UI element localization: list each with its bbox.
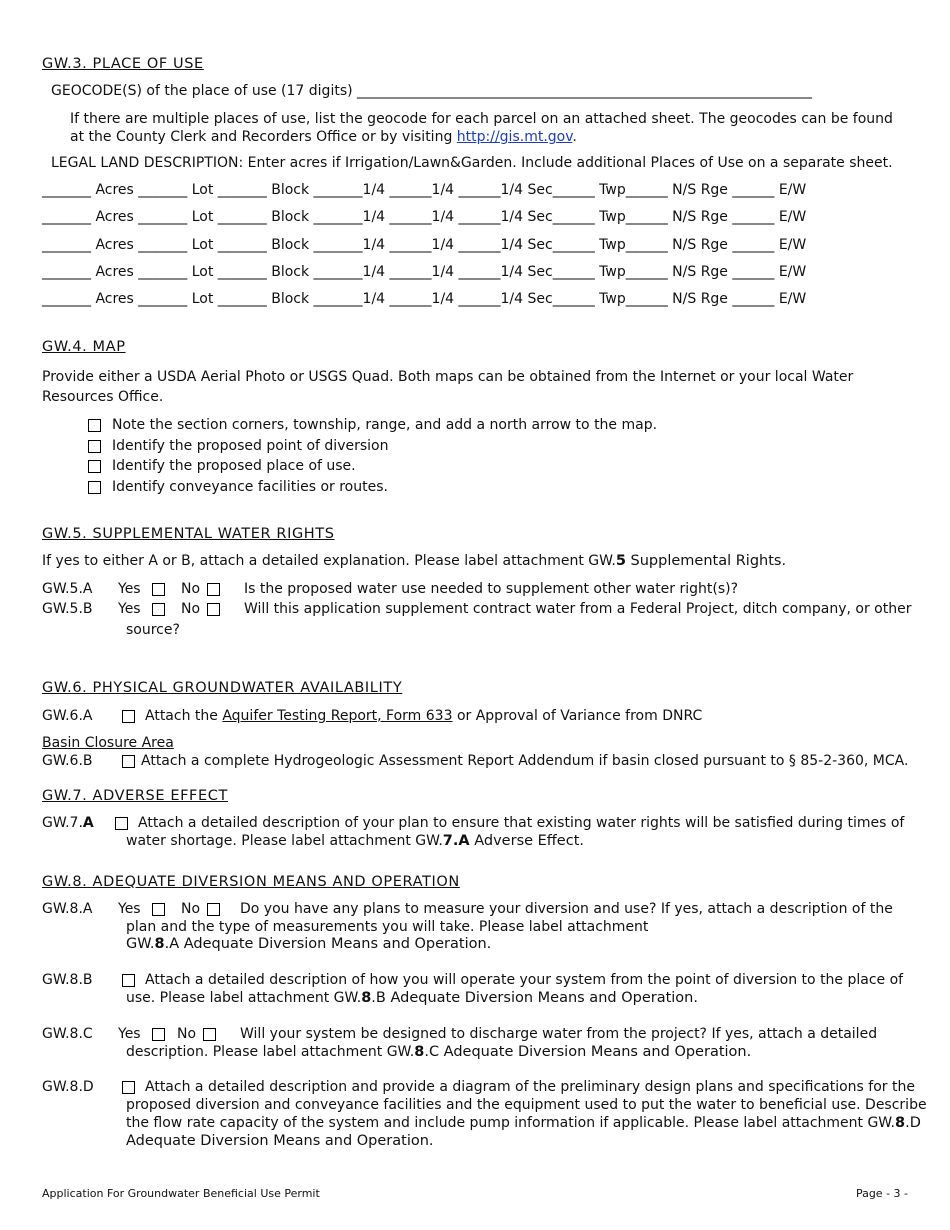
gw7a-checkbox[interactable] xyxy=(115,817,128,830)
gw5b-yes-checkbox[interactable] xyxy=(152,603,165,616)
gw7a-line2 xyxy=(126,833,584,849)
gis-link[interactable]: http://gis.mt.gov xyxy=(456,129,573,145)
geocode-field-label[interactable]: GEOCODE(S) of the place of use (17 digits) _________________________________________________________________ xyxy=(51,83,813,99)
gw8c-yes-label: Yes xyxy=(118,1026,141,1042)
gw8c-line2 xyxy=(126,1044,751,1060)
gw5b-yes-label: Yes xyxy=(118,601,141,617)
gw8a-line3-post: .A Adequate Diversion Means and Operation. xyxy=(164,936,492,952)
gw5-intro-bold: 5 xyxy=(615,553,626,569)
gw7a-code-bold: A xyxy=(82,815,94,831)
map-item-4-checkbox[interactable] xyxy=(88,481,101,494)
gw5b-no-label: No xyxy=(181,601,201,617)
legal-row-3[interactable]: _______ Acres _______ Lot _______ Block _______1/4 ______1/4 ______1/4 Sec______ Twp______ N/S Rge ______ E/W xyxy=(42,237,807,253)
aquifer-testing-report-link[interactable]: Aquifer Testing Report, Form 633 xyxy=(222,708,453,724)
gw8a-no-checkbox[interactable] xyxy=(207,903,220,916)
footer-page-number: Page - 3 - xyxy=(855,1187,908,1200)
geocode-note xyxy=(70,110,910,146)
gw8d-checkbox[interactable] xyxy=(122,1081,135,1094)
gw8d-line3-pre: the flow rate capacity of the system and include pump information if applicable. Please label attachment GW. xyxy=(126,1115,895,1131)
gw5-intro xyxy=(42,553,786,569)
map-item-1-checkbox[interactable] xyxy=(88,419,101,432)
gw8b-line2-pre: use. Please label attachment GW. xyxy=(126,990,362,1006)
gw8b-line1: Attach a detailed description of how you will operate your system from the point of diversion to the place of xyxy=(145,972,904,988)
gw6a-code: GW.6.A xyxy=(42,708,93,724)
legal-row-1[interactable]: _______ Acres _______ Lot _______ Block _______1/4 ______1/4 ______1/4 Sec______ Twp______ N/S Rge ______ E/W xyxy=(42,182,807,198)
gw5b-question-line1: Will this application supplement contract water from a Federal Project, ditch company, or other xyxy=(244,601,912,617)
gw8d-line3-post: .D xyxy=(905,1115,921,1131)
gw6a-checkbox[interactable] xyxy=(122,710,135,723)
gw8d-line3-bold: 8 xyxy=(895,1115,906,1131)
gw3-heading: GW.3. PLACE OF USE xyxy=(42,56,204,72)
gw5-intro-text: If yes to either A or B, attach a detailed explanation. Please label attachment GW. xyxy=(42,553,616,569)
legal-row-4[interactable]: _______ Acres _______ Lot _______ Block _______1/4 ______1/4 ______1/4 Sec______ Twp______ N/S Rge ______ E/W xyxy=(42,264,807,280)
gw7a-line2-end: Adverse Effect. xyxy=(469,833,584,849)
gw7a-line2-bold: 7.A xyxy=(442,833,470,849)
gw7a-code-prefix: GW.7. xyxy=(42,815,83,831)
gw8a-line3-bold: 8 xyxy=(154,936,165,952)
footer-form-title: Application For Groundwater Beneficial Use Permit xyxy=(42,1187,320,1200)
gw8a-yes-checkbox[interactable] xyxy=(152,903,165,916)
gw8a-line1: Do you have any plans to measure your diversion and use? If yes, attach a description of the xyxy=(240,901,893,917)
gw5a-question: Is the proposed water use needed to supplement other water right(s)? xyxy=(244,581,739,597)
gw8c-no-checkbox[interactable] xyxy=(203,1028,216,1041)
geocode-note-end: . xyxy=(572,129,577,145)
legal-row-2[interactable]: _______ Acres _______ Lot _______ Block _______1/4 ______1/4 ______1/4 Sec______ Twp______ N/S Rge ______ E/W xyxy=(42,209,807,225)
gw7a-code xyxy=(42,815,94,831)
gw8a-line3 xyxy=(126,936,491,952)
gw5a-yes-label: Yes xyxy=(118,581,141,597)
gw8c-line2-bold: 8 xyxy=(414,1044,425,1060)
gw6b-text: Attach a complete Hydrogeologic Assessment Report Addendum if basin closed pursuant to § 85-2-360, MCA. xyxy=(141,753,909,769)
gw8c-no-label: No xyxy=(177,1026,197,1042)
gw8b-checkbox[interactable] xyxy=(122,974,135,987)
map-item-4: Identify conveyance facilities or routes. xyxy=(112,479,388,495)
gw4-heading: GW.4. MAP xyxy=(42,339,126,355)
map-item-1: Note the section corners, township, range, and add a north arrow to the map. xyxy=(112,417,658,433)
gw7-heading: GW.7. ADVERSE EFFECT xyxy=(42,788,228,804)
gw8a-code: GW.8.A xyxy=(42,901,93,917)
gw8c-line2-pre: description. Please label attachment GW. xyxy=(126,1044,415,1060)
gw5b-code: GW.5.B xyxy=(42,601,93,617)
gw8c-yes-checkbox[interactable] xyxy=(152,1028,165,1041)
gw8b-line2-post: .B Adequate Diversion Means and Operation. xyxy=(371,990,698,1006)
gw5a-no-checkbox[interactable] xyxy=(207,583,220,596)
gw8d-line4: Adequate Diversion Means and Operation. xyxy=(126,1133,434,1149)
gw8a-line2: plan and the type of measurements you will take. Please label attachment xyxy=(126,919,649,935)
gw7a-line1: Attach a detailed description of your plan to ensure that existing water rights will be satisfied during times of xyxy=(138,815,905,831)
map-item-3-checkbox[interactable] xyxy=(88,460,101,473)
gw8d-line2: proposed diversion and conveyance facilities and the equipment used to put the water to beneficial use. Describe xyxy=(126,1097,927,1113)
gw6b-checkbox[interactable] xyxy=(122,755,135,768)
gw4-intro: Provide either a USDA Aerial Photo or USGS Quad. Both maps can be obtained from the Internet or your local Water Resources Office. xyxy=(42,369,854,405)
gw6a-text-pre: Attach the xyxy=(145,708,223,724)
map-item-3: Identify the proposed place of use. xyxy=(112,458,356,474)
geocode-note-text: If there are multiple places of use, list the geocode for each parcel on an attached sheet. The geocodes can be found at the County Clerk and Recorders Office or by visiting xyxy=(70,111,893,145)
gw8c-line1: Will your system be designed to discharge water from the project? If yes, attach a detailed xyxy=(240,1026,878,1042)
gw6-heading: GW.6. PHYSICAL GROUNDWATER AVAILABILITY xyxy=(42,680,403,696)
gw8a-line3-pre: GW. xyxy=(126,936,155,952)
gw8-heading: GW.8. ADEQUATE DIVERSION MEANS AND OPERATION xyxy=(42,874,460,890)
map-item-2-checkbox[interactable] xyxy=(88,440,101,453)
gw8b-code: GW.8.B xyxy=(42,972,93,988)
gw8a-yes-label: Yes xyxy=(118,901,141,917)
map-item-2: Identify the proposed point of diversion xyxy=(112,438,389,454)
gw8c-line2-post: .C Adequate Diversion Means and Operation. xyxy=(424,1044,752,1060)
gw8b-line2-bold: 8 xyxy=(361,990,372,1006)
gw6a-text xyxy=(145,708,702,724)
gw5a-yes-checkbox[interactable] xyxy=(152,583,165,596)
gw8b-line2 xyxy=(126,990,698,1006)
gw8c-code: GW.8.C xyxy=(42,1026,93,1042)
gw8d-line3 xyxy=(126,1115,921,1131)
legal-row-5[interactable]: _______ Acres _______ Lot _______ Block _______1/4 ______1/4 ______1/4 Sec______ Twp______ N/S Rge ______ E/W xyxy=(42,291,807,307)
gw5a-no-label: No xyxy=(181,581,201,597)
gw5b-question-line2: source? xyxy=(126,622,180,638)
gw5b-no-checkbox[interactable] xyxy=(207,603,220,616)
gw5a-code: GW.5.A xyxy=(42,581,93,597)
basin-closure-area-label: Basin Closure Area xyxy=(42,735,174,751)
gw8d-code: GW.8.D xyxy=(42,1079,94,1095)
gw8a-no-label: No xyxy=(181,901,201,917)
gw6a-text-post: or Approval of Variance from DNRC xyxy=(452,708,703,724)
gw5-heading: GW.5. SUPPLEMENTAL WATER RIGHTS xyxy=(42,526,335,542)
gw8d-line1: Attach a detailed description and provide a diagram of the preliminary design plans and specifications for the xyxy=(145,1079,915,1095)
gw7a-line2-text: water shortage. Please label attachment GW. xyxy=(126,833,443,849)
gw5-intro-end: Supplemental Rights. xyxy=(625,553,787,569)
legal-land-description-label: LEGAL LAND DESCRIPTION: Enter acres if Irrigation/Lawn&Garden. Include additional Places of Use on a separate sheet. xyxy=(51,155,893,171)
gw6b-code: GW.6.B xyxy=(42,753,93,769)
